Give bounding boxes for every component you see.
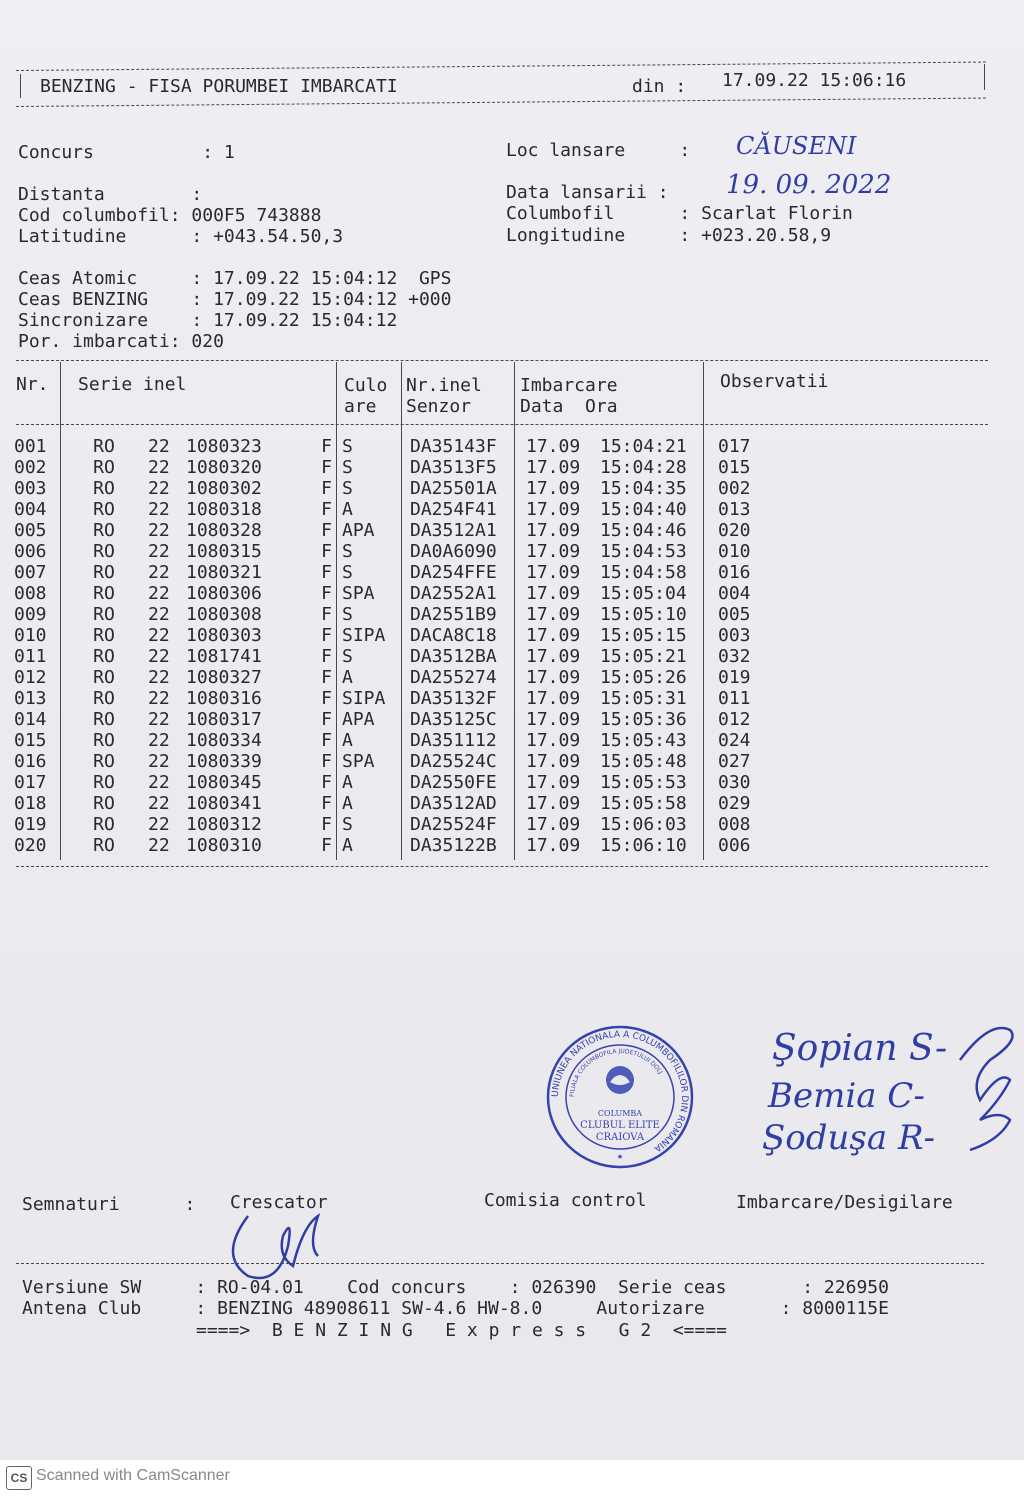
cell-dt: 17.09 bbox=[526, 499, 581, 520]
cell-sen: DA3512BA bbox=[410, 646, 497, 667]
cell-nr: 008 bbox=[14, 583, 47, 604]
cell-yr: 22 bbox=[148, 772, 170, 793]
cell-sex: F bbox=[321, 520, 332, 541]
cell-col: A bbox=[342, 772, 353, 793]
table-row bbox=[14, 730, 778, 751]
cell-tm: 15:05:43 bbox=[600, 730, 687, 751]
concurs-line: Concurs : 1 bbox=[18, 142, 235, 163]
cell-nr: 016 bbox=[14, 751, 47, 772]
cell-yr: 22 bbox=[148, 604, 170, 625]
cell-num: 1080328 bbox=[186, 520, 262, 541]
club-stamp bbox=[544, 1024, 696, 1170]
cell-col: S bbox=[342, 436, 353, 457]
table-row bbox=[14, 478, 778, 499]
cell-nr: 009 bbox=[14, 604, 47, 625]
cell-sex: F bbox=[321, 541, 332, 562]
cell-yr: 22 bbox=[148, 436, 170, 457]
cell-ctry: RO bbox=[93, 751, 115, 772]
footer-line-2: Antena Club : BENZING 48908611 SW-4.6 HW-8.0 Autorizare : 8000115E bbox=[22, 1298, 889, 1319]
table-row bbox=[14, 541, 778, 562]
cell-nr: 006 bbox=[14, 541, 47, 562]
imbarcare-desigilare-label: Imbarcare/Desigilare bbox=[736, 1192, 953, 1213]
cell-sen: DA2550FE bbox=[410, 772, 497, 793]
cell-tm: 15:06:03 bbox=[600, 814, 687, 835]
cell-sen: DA35143F bbox=[410, 436, 497, 457]
cell-sen: DA2552A1 bbox=[410, 583, 497, 604]
cell-yr: 22 bbox=[148, 562, 170, 583]
cell-dt: 17.09 bbox=[526, 667, 581, 688]
cell-sex: F bbox=[321, 562, 332, 583]
cell-tm: 15:05:36 bbox=[600, 709, 687, 730]
cell-ctry: RO bbox=[93, 499, 115, 520]
cell-sen: DA254F41 bbox=[410, 499, 497, 520]
cell-ctry: RO bbox=[93, 541, 115, 562]
cell-ctry: RO bbox=[93, 478, 115, 499]
cell-ctry: RO bbox=[93, 436, 115, 457]
cell-sen: DA25524F bbox=[410, 814, 497, 835]
col-header-serie: Serie inel bbox=[78, 374, 187, 395]
cell-yr: 22 bbox=[148, 457, 170, 478]
cell-sen: DA351112 bbox=[410, 730, 497, 751]
svg-text:★: ★ bbox=[616, 1151, 624, 1162]
cell-yr: 22 bbox=[148, 814, 170, 835]
cell-sex: F bbox=[321, 583, 332, 604]
table-row bbox=[14, 436, 778, 457]
cell-tm: 15:04:53 bbox=[600, 541, 687, 562]
cell-nr: 010 bbox=[14, 625, 47, 646]
cell-dt: 17.09 bbox=[526, 541, 581, 562]
cell-sex: F bbox=[321, 814, 332, 835]
cell-sex: F bbox=[321, 835, 332, 856]
cell-nr: 004 bbox=[14, 499, 47, 520]
cell-obs: 004 bbox=[718, 583, 751, 604]
stamp-center-3: CRAIOVA bbox=[595, 1132, 645, 1143]
cell-dt: 17.09 bbox=[526, 562, 581, 583]
cell-ctry: RO bbox=[93, 709, 115, 730]
table-row bbox=[14, 583, 778, 604]
cell-yr: 22 bbox=[148, 709, 170, 730]
cell-yr: 22 bbox=[148, 625, 170, 646]
cell-num: 1080317 bbox=[186, 709, 262, 730]
cell-col: APA bbox=[342, 520, 375, 541]
cell-ctry: RO bbox=[93, 793, 115, 814]
cell-col: A bbox=[342, 730, 353, 751]
cell-col: S bbox=[342, 541, 353, 562]
cell-num: 1080302 bbox=[186, 478, 262, 499]
cell-dt: 17.09 bbox=[526, 835, 581, 856]
cell-obs: 017 bbox=[718, 436, 751, 457]
col-header-nrinel: Nr.inel bbox=[406, 375, 482, 396]
sincronizare-line: Sincronizare : 17.09.22 15:04:12 bbox=[18, 310, 398, 331]
cell-tm: 15:05:04 bbox=[600, 583, 687, 604]
cell-yr: 22 bbox=[148, 688, 170, 709]
cell-ctry: RO bbox=[93, 688, 115, 709]
cell-obs: 020 bbox=[718, 520, 751, 541]
cell-dt: 17.09 bbox=[526, 436, 581, 457]
cell-obs: 003 bbox=[718, 625, 751, 646]
cell-yr: 22 bbox=[148, 835, 170, 856]
cell-dt: 17.09 bbox=[526, 688, 581, 709]
table-row bbox=[14, 604, 778, 625]
distanta-line: Distanta : bbox=[18, 184, 203, 205]
cell-num: 1080321 bbox=[186, 562, 262, 583]
cell-sex: F bbox=[321, 457, 332, 478]
cell-yr: 22 bbox=[148, 520, 170, 541]
table-row bbox=[14, 814, 778, 835]
cod-columbofil-line: Cod columbofil: 000F5 743888 bbox=[18, 205, 322, 226]
cell-sen: DA25501A bbox=[410, 478, 497, 499]
cell-dt: 17.09 bbox=[526, 709, 581, 730]
longitudine-line: Longitudine : +023.20.58,9 bbox=[506, 225, 832, 246]
cell-dt: 17.09 bbox=[526, 751, 581, 772]
cell-ctry: RO bbox=[93, 625, 115, 646]
cell-obs: 006 bbox=[718, 835, 751, 856]
cell-col: SIPA bbox=[342, 688, 386, 709]
cell-num: 1080316 bbox=[186, 688, 262, 709]
cell-sex: F bbox=[321, 667, 332, 688]
header-date-value: 17.09.22 15:06:16 bbox=[722, 70, 907, 91]
cell-dt: 17.09 bbox=[526, 478, 581, 499]
stamp-inner-text: FILIALA COLUMBOFILA JUDETULUI DOLJ bbox=[568, 1047, 664, 1098]
cell-nr: 020 bbox=[14, 835, 47, 856]
cell-yr: 22 bbox=[148, 793, 170, 814]
cell-num: 1080320 bbox=[186, 457, 262, 478]
cell-nr: 013 bbox=[14, 688, 47, 709]
cell-nr: 003 bbox=[14, 478, 47, 499]
cell-yr: 22 bbox=[148, 751, 170, 772]
cell-num: 1080327 bbox=[186, 667, 262, 688]
cell-nr: 005 bbox=[14, 520, 47, 541]
cell-sex: F bbox=[321, 646, 332, 667]
cell-ctry: RO bbox=[93, 730, 115, 751]
comisia-label: Comisia control bbox=[484, 1190, 647, 1211]
col-header-nr: Nr. bbox=[16, 374, 49, 395]
cell-num: 1080303 bbox=[186, 625, 262, 646]
table-row bbox=[14, 793, 778, 814]
cell-nr: 015 bbox=[14, 730, 47, 751]
footer-top-border bbox=[16, 1263, 984, 1264]
cell-sen: DA254FFE bbox=[410, 562, 497, 583]
cell-num: 1080334 bbox=[186, 730, 262, 751]
cell-dt: 17.09 bbox=[526, 772, 581, 793]
cell-tm: 15:05:26 bbox=[600, 667, 687, 688]
cell-dt: 17.09 bbox=[526, 583, 581, 604]
table-row bbox=[14, 709, 778, 730]
header-date-label: din : bbox=[632, 76, 687, 97]
ceas-atomic-line: Ceas Atomic : 17.09.22 15:04:12 GPS bbox=[18, 268, 452, 289]
cell-sen: DA25524C bbox=[410, 751, 497, 772]
ceas-benzing-line: Ceas BENZING : 17.09.22 15:04:12 +000 bbox=[18, 289, 452, 310]
cell-dt: 17.09 bbox=[526, 604, 581, 625]
cell-col: A bbox=[342, 499, 353, 520]
cell-obs: 012 bbox=[718, 709, 751, 730]
cell-yr: 22 bbox=[148, 541, 170, 562]
cell-tm: 15:05:58 bbox=[600, 793, 687, 814]
cell-col: S bbox=[342, 814, 353, 835]
cell-sen: DA3513F5 bbox=[410, 457, 497, 478]
cell-obs: 008 bbox=[718, 814, 751, 835]
cell-sex: F bbox=[321, 604, 332, 625]
cell-ctry: RO bbox=[93, 772, 115, 793]
cell-sex: F bbox=[321, 478, 332, 499]
cell-sen: DA2551B9 bbox=[410, 604, 497, 625]
col-header-imbarcare: Imbarcare bbox=[520, 375, 618, 396]
cell-obs: 029 bbox=[718, 793, 751, 814]
cell-tm: 15:06:10 bbox=[600, 835, 687, 856]
cell-obs: 002 bbox=[718, 478, 751, 499]
cell-num: 1080310 bbox=[186, 835, 262, 856]
cell-obs: 027 bbox=[718, 751, 751, 772]
cell-tm: 15:04:58 bbox=[600, 562, 687, 583]
cell-sex: F bbox=[321, 730, 332, 751]
cell-num: 1080345 bbox=[186, 772, 262, 793]
cell-nr: 002 bbox=[14, 457, 47, 478]
cell-sen: DA0A6090 bbox=[410, 541, 497, 562]
cell-ctry: RO bbox=[93, 583, 115, 604]
cell-num: 1080306 bbox=[186, 583, 262, 604]
cell-sen: DA3512A1 bbox=[410, 520, 497, 541]
table-row bbox=[14, 835, 778, 856]
cell-num: 1081741 bbox=[186, 646, 262, 667]
cell-tm: 15:05:48 bbox=[600, 751, 687, 772]
table-row bbox=[14, 520, 778, 541]
col-header-observatii: Observatii bbox=[720, 371, 829, 392]
table-top-border bbox=[16, 360, 988, 361]
footer-line-1: Versiune SW : RO-04.01 Cod concurs : 026390 Serie ceas : 226950 bbox=[22, 1277, 889, 1298]
col-header-are: are bbox=[344, 396, 377, 417]
cell-num: 1080312 bbox=[186, 814, 262, 835]
data-lansarii-handwritten: 19. 09. 2022 bbox=[726, 170, 892, 200]
stamp-center-1: COLUMBA bbox=[597, 1109, 643, 1118]
cell-dt: 17.09 bbox=[526, 730, 581, 751]
loc-label: Loc lansare : bbox=[506, 140, 691, 161]
cell-tm: 15:04:46 bbox=[600, 520, 687, 541]
cell-ctry: RO bbox=[93, 520, 115, 541]
cell-obs: 011 bbox=[718, 688, 751, 709]
cell-nr: 011 bbox=[14, 646, 47, 667]
cell-num: 1080323 bbox=[186, 436, 262, 457]
cell-nr: 019 bbox=[14, 814, 47, 835]
camscanner-text: Scanned with CamScanner bbox=[36, 1467, 230, 1484]
cell-sen: DA35122B bbox=[410, 835, 497, 856]
cell-obs: 013 bbox=[718, 499, 751, 520]
cell-dt: 17.09 bbox=[526, 793, 581, 814]
cell-obs: 015 bbox=[718, 457, 751, 478]
cell-sex: F bbox=[321, 436, 332, 457]
cell-tm: 15:04:40 bbox=[600, 499, 687, 520]
cell-tm: 15:05:21 bbox=[600, 646, 687, 667]
table-row bbox=[14, 667, 778, 688]
crescator-label: Crescator bbox=[230, 1192, 328, 1213]
cell-obs: 032 bbox=[718, 646, 751, 667]
cell-dt: 17.09 bbox=[526, 646, 581, 667]
cell-col: S bbox=[342, 646, 353, 667]
table-row bbox=[14, 562, 778, 583]
cell-nr: 007 bbox=[14, 562, 47, 583]
cell-num: 1080308 bbox=[186, 604, 262, 625]
cell-dt: 17.09 bbox=[526, 457, 581, 478]
cell-num: 1080341 bbox=[186, 793, 262, 814]
cell-nr: 018 bbox=[14, 793, 47, 814]
cell-tm: 15:04:21 bbox=[600, 436, 687, 457]
cell-yr: 22 bbox=[148, 730, 170, 751]
cell-sex: F bbox=[321, 772, 332, 793]
cell-dt: 17.09 bbox=[526, 520, 581, 541]
cell-ctry: RO bbox=[93, 814, 115, 835]
cell-num: 1080318 bbox=[186, 499, 262, 520]
cell-tm: 15:04:28 bbox=[600, 457, 687, 478]
table-row bbox=[14, 772, 778, 793]
col-header-culo: Culo bbox=[344, 375, 388, 396]
cell-obs: 024 bbox=[718, 730, 751, 751]
table-row bbox=[14, 625, 778, 646]
cell-obs: 010 bbox=[718, 541, 751, 562]
cell-col: S bbox=[342, 478, 353, 499]
table-row bbox=[14, 646, 778, 667]
table-row bbox=[14, 751, 778, 772]
cell-col: SIPA bbox=[342, 625, 386, 646]
header-left-border bbox=[20, 74, 21, 98]
cell-sex: F bbox=[321, 793, 332, 814]
cell-sex: F bbox=[321, 499, 332, 520]
table-row bbox=[14, 457, 778, 478]
cell-sex: F bbox=[321, 751, 332, 772]
loc-value-handwritten: CĂUSENI bbox=[736, 132, 857, 160]
cell-sex: F bbox=[321, 625, 332, 646]
camscanner-logo: CS bbox=[6, 1466, 32, 1490]
cell-col: S bbox=[342, 562, 353, 583]
cell-ctry: RO bbox=[93, 667, 115, 688]
cell-yr: 22 bbox=[148, 478, 170, 499]
header-right-border bbox=[984, 64, 985, 90]
cell-num: 1080315 bbox=[186, 541, 262, 562]
cell-ctry: RO bbox=[93, 562, 115, 583]
cell-sex: F bbox=[321, 688, 332, 709]
committee-signature-3: Şoduşa R- bbox=[762, 1118, 936, 1158]
cell-tm: 15:04:35 bbox=[600, 478, 687, 499]
cell-nr: 017 bbox=[14, 772, 47, 793]
stamp-center-2: CLUBUL ELITE bbox=[580, 1120, 660, 1131]
cell-sen: DA3512AD bbox=[410, 793, 497, 814]
cell-sex: F bbox=[321, 709, 332, 730]
cell-ctry: RO bbox=[93, 646, 115, 667]
cell-nr: 001 bbox=[14, 436, 47, 457]
cell-yr: 22 bbox=[148, 667, 170, 688]
committee-checkmarks bbox=[940, 1010, 1024, 1160]
data-lansarii-label: Data lansarii : bbox=[506, 182, 669, 203]
semnaturi-label: Semnaturi : bbox=[22, 1194, 196, 1215]
cell-obs: 030 bbox=[718, 772, 751, 793]
committee-signature-1: Şopian S- bbox=[772, 1028, 948, 1069]
cell-col: APA bbox=[342, 709, 375, 730]
por-imbarcati-line: Por. imbarcati: 020 bbox=[18, 331, 224, 352]
cell-sen: DA35132F bbox=[410, 688, 497, 709]
cell-tm: 15:05:15 bbox=[600, 625, 687, 646]
cell-sen: DA35125C bbox=[410, 709, 497, 730]
table-row bbox=[14, 499, 778, 520]
cell-nr: 014 bbox=[14, 709, 47, 730]
cell-tm: 15:05:10 bbox=[600, 604, 687, 625]
cell-col: SPA bbox=[342, 751, 375, 772]
cell-yr: 22 bbox=[148, 583, 170, 604]
cell-col: A bbox=[342, 835, 353, 856]
table-bottom-border bbox=[16, 866, 988, 867]
cell-tm: 15:05:53 bbox=[600, 772, 687, 793]
cell-obs: 016 bbox=[718, 562, 751, 583]
cell-tm: 15:05:31 bbox=[600, 688, 687, 709]
cell-col: A bbox=[342, 667, 353, 688]
cell-sen: DACA8C18 bbox=[410, 625, 497, 646]
cell-dt: 17.09 bbox=[526, 625, 581, 646]
cell-nr: 012 bbox=[14, 667, 47, 688]
cell-dt: 17.09 bbox=[526, 814, 581, 835]
stamp-ring-text: UNIUNEA NATIONALA A COLUMBOFILILOR DIN ROMANIA bbox=[550, 1029, 690, 1154]
cell-sen: DA255274 bbox=[410, 667, 497, 688]
cell-yr: 22 bbox=[148, 646, 170, 667]
cell-yr: 22 bbox=[148, 499, 170, 520]
cell-col: S bbox=[342, 604, 353, 625]
pigeon-table bbox=[14, 436, 778, 856]
crescator-signature bbox=[218, 1196, 328, 1286]
col-header-senzor: Senzor bbox=[406, 396, 472, 417]
table-header-bottom-border bbox=[16, 424, 988, 425]
cell-num: 1080339 bbox=[186, 751, 262, 772]
columbofil-line: Columbofil : Scarlat Florin bbox=[506, 203, 853, 224]
cell-col: S bbox=[342, 457, 353, 478]
col-header-data-ora: Data Ora bbox=[520, 396, 618, 417]
cell-obs: 005 bbox=[718, 604, 751, 625]
cell-ctry: RO bbox=[93, 604, 115, 625]
cell-obs: 019 bbox=[718, 667, 751, 688]
footer-line-3: ====> B E N Z I N G E x p r e s s G 2 <==== bbox=[196, 1320, 728, 1341]
header-title: BENZING - FISA PORUMBEI IMBARCATI bbox=[40, 76, 398, 97]
cell-col: A bbox=[342, 793, 353, 814]
latitudine-line: Latitudine : +043.54.50,3 bbox=[18, 226, 344, 247]
table-row bbox=[14, 688, 778, 709]
cell-col: SPA bbox=[342, 583, 375, 604]
committee-signature-2: Bemia C- bbox=[768, 1076, 925, 1116]
cell-ctry: RO bbox=[93, 835, 115, 856]
cell-ctry: RO bbox=[93, 457, 115, 478]
